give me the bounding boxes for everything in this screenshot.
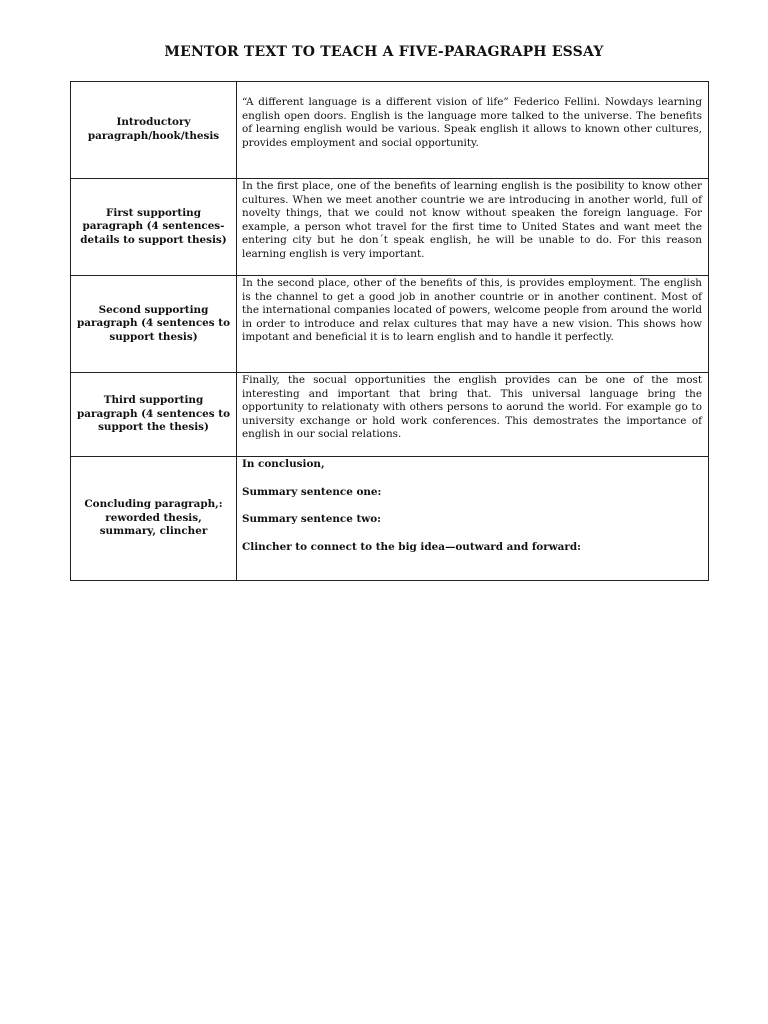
row-label-first-supporting: First supporting paragraph (4 sentences-details to support thesis) [71,179,237,276]
row-content-third-supporting: Finally, the socual opportunities the english provides can be one of the most interesting and important that bring that. This universal language bring the opportunity to relationaty with others persons to aorund the world. For example go to university exchange or hold work conferences. This demostrates the importance of english in our social relations. [237,373,709,457]
essay-table [70,81,709,581]
row-label-introductory: Introductory paragraph/hook/thesis [71,82,237,179]
table-row [71,457,709,581]
document-title: MENTOR TEXT TO TEACH A FIVE-PARAGRAPH ESSAY [164,44,604,60]
row-content-concluding [237,457,709,581]
row-content-first-supporting: In the first place, one of the benefits of learning english is the posibility to know other cultures. When we meet another countrie we are introducing in another world, full of novelty things, that we could not know without speaken the foreign language. For example, a person whot travel for the first time to United States and want meet the entering city but he don´t speak english, he will be unable to do. For this reason learning english is very important. [237,179,709,276]
conclusion-opener: In conclusion, [242,458,325,470]
row-label-third-supporting: Third supporting paragraph (4 sentences to support the thesis) [71,373,237,457]
table-row [71,82,709,179]
table-row [71,373,709,457]
table-row [71,179,709,276]
row-label-concluding: Concluding paragraph,: reworded thesis, summary, clincher [71,457,237,581]
clincher-line: Clincher to connect to the big idea—outward and forward: [242,540,581,553]
row-label-second-supporting: Second supporting paragraph (4 sentences to support thesis) [71,276,237,373]
summary-sentence-two: Summary sentence two: [242,513,381,526]
summary-sentence-one: Summary sentence one: [242,485,382,498]
table-row [71,276,709,373]
row-content-second-supporting: In the second place, other of the benefits of this, is provides employment. The english is the channel to get a good job in another countrie or in another continent. Most of the international companies located of powers, welcome people from around the world in order to introduce and relax cultures that may have a new vision. This shows how impotant and beneficial it is to learn english and to handle it perfectly. [237,276,709,373]
row-content-introductory: “A different language is a different vision of life” Federico Fellini. Nowdays learning english open doors. English is the language more talked to the universe. The benefits of learning english would be various. Speak english it allows to known other cultures, provides employment and social opportunity. [237,82,709,179]
